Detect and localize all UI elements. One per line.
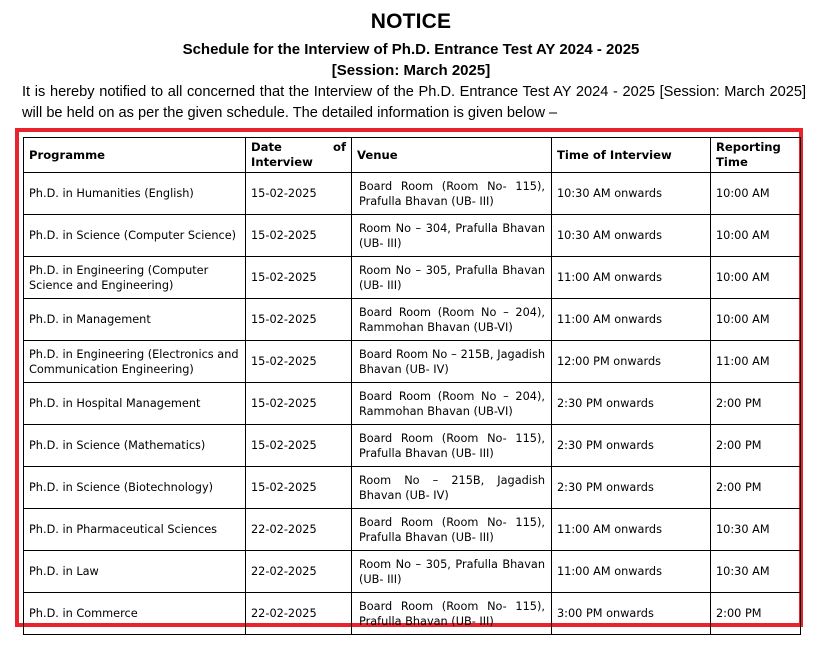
cell-programme: Ph.D. in Hospital Management: [24, 383, 246, 425]
cell-programme: Ph.D. in Science (Biotechnology): [24, 467, 246, 509]
header-date-of-interview: [246, 138, 352, 173]
cell-programme: Ph.D. in Law: [24, 551, 246, 593]
notice-title: NOTICE: [370, 10, 452, 33]
schedule-body: [24, 173, 801, 635]
cell-reporting-time: 11:00 AM: [711, 341, 801, 383]
cell-reporting-time: 2:00 PM: [711, 593, 801, 635]
header-date-word: Date: [251, 140, 282, 154]
cell-date: 15-02-2025: [246, 341, 352, 383]
header-reporting-time: [711, 138, 801, 173]
cell-reporting-time: 2:00 PM: [711, 467, 801, 509]
cell-time-of-interview: 11:00 AM onwards: [552, 509, 711, 551]
cell-date: 22-02-2025: [246, 551, 352, 593]
cell-programme: Ph.D. in Science (Computer Science): [24, 215, 246, 257]
header-reporting-word: Reporting: [716, 140, 781, 154]
cell-time-of-interview: 3:00 PM onwards: [552, 593, 711, 635]
cell-time-of-interview: 11:00 AM onwards: [552, 257, 711, 299]
cell-date: 15-02-2025: [246, 215, 352, 257]
table-row: [24, 551, 801, 593]
header-venue: Venue: [352, 138, 552, 173]
cell-time-of-interview: 2:30 PM onwards: [552, 425, 711, 467]
cell-time-of-interview: 10:30 AM onwards: [552, 215, 711, 257]
cell-date: 15-02-2025: [246, 425, 352, 467]
header-of-word: of: [332, 140, 346, 154]
cell-venue: Room No – 215B, Jagadish Bhavan (UB- IV): [352, 467, 552, 509]
cell-reporting-time: 10:00 AM: [711, 215, 801, 257]
cell-date: 22-02-2025: [246, 509, 352, 551]
interview-schedule-table: [23, 137, 801, 635]
session-label: [Session: March 2025]: [331, 62, 491, 79]
table-row: [24, 299, 801, 341]
table-row: [24, 467, 801, 509]
cell-venue: Room No – 305, Prafulla Bhavan (UB- III): [352, 551, 552, 593]
cell-programme: Ph.D. in Science (Mathematics): [24, 425, 246, 467]
table-row: [24, 257, 801, 299]
header-time-of-interview: Time of Interview: [552, 138, 711, 173]
cell-time-of-interview: 12:00 PM onwards: [552, 341, 711, 383]
table-row: [24, 593, 801, 635]
cell-reporting-time: 2:00 PM: [711, 383, 801, 425]
notice-subtitle: Schedule for the Interview of Ph.D. Entrance Test AY 2024 - 2025: [182, 41, 640, 58]
cell-programme: Ph.D. in Management: [24, 299, 246, 341]
cell-reporting-time: 10:00 AM: [711, 257, 801, 299]
cell-reporting-time: 10:30 AM: [711, 509, 801, 551]
cell-reporting-time: 10:00 AM: [711, 173, 801, 215]
cell-programme: Ph.D. in Commerce: [24, 593, 246, 635]
cell-venue: Board Room No – 215B, Jagadish Bhavan (UB- IV): [352, 341, 552, 383]
cell-time-of-interview: 2:30 PM onwards: [552, 383, 711, 425]
cell-date: 22-02-2025: [246, 593, 352, 635]
cell-reporting-time: 10:00 AM: [711, 299, 801, 341]
table-row: [24, 509, 801, 551]
cell-venue: Room No – 305, Prafulla Bhavan (UB- III): [352, 257, 552, 299]
cell-venue: Board Room (Room No- 115), Prafulla Bhavan (UB- III): [352, 425, 552, 467]
cell-venue: Board Room (Room No- 115), Prafulla Bhavan (UB- III): [352, 509, 552, 551]
cell-venue: Room No – 304, Prafulla Bhavan (UB- III): [352, 215, 552, 257]
cell-reporting-time: 2:00 PM: [711, 425, 801, 467]
table-header-row: [24, 138, 801, 173]
cell-programme: Ph.D. in Pharmaceutical Sciences: [24, 509, 246, 551]
cell-programme: Ph.D. in Engineering (Computer Science and Engineering): [24, 257, 246, 299]
table-row: [24, 173, 801, 215]
table-row: [24, 425, 801, 467]
cell-reporting-time: 10:30 AM: [711, 551, 801, 593]
cell-venue: Board Room (Room No – 204), Rammohan Bhavan (UB-VI): [352, 299, 552, 341]
cell-venue: Board Room (Room No- 115), Prafulla Bhavan (UB- III): [352, 593, 552, 635]
cell-programme: Ph.D. in Engineering (Electronics and Communication Engineering): [24, 341, 246, 383]
cell-venue: Board Room (Room No – 204), Rammohan Bhavan (UB-VI): [352, 383, 552, 425]
header-interview-word: Interview: [251, 155, 313, 169]
cell-date: 15-02-2025: [246, 173, 352, 215]
cell-date: 15-02-2025: [246, 383, 352, 425]
header-time-word: Time: [716, 155, 748, 169]
cell-venue: Board Room (Room No- 115), Prafulla Bhavan (UB- III): [352, 173, 552, 215]
table-row: [24, 215, 801, 257]
cell-time-of-interview: 10:30 AM onwards: [552, 173, 711, 215]
cell-date: 15-02-2025: [246, 299, 352, 341]
cell-date: 15-02-2025: [246, 467, 352, 509]
cell-time-of-interview: 11:00 AM onwards: [552, 551, 711, 593]
table-row: [24, 341, 801, 383]
cell-time-of-interview: 11:00 AM onwards: [552, 299, 711, 341]
cell-programme: Ph.D. in Humanities (English): [24, 173, 246, 215]
header-programme: Programme: [24, 138, 246, 173]
cell-time-of-interview: 2:30 PM onwards: [552, 467, 711, 509]
cell-date: 15-02-2025: [246, 257, 352, 299]
table-row: [24, 383, 801, 425]
intro-paragraph: It is hereby notified to all concerned that the Interview of the Ph.D. Entrance Test AY 2024 - 2025 [Session: March 2025] will be held on as per the given schedule. The detailed information is given below –: [22, 84, 806, 121]
